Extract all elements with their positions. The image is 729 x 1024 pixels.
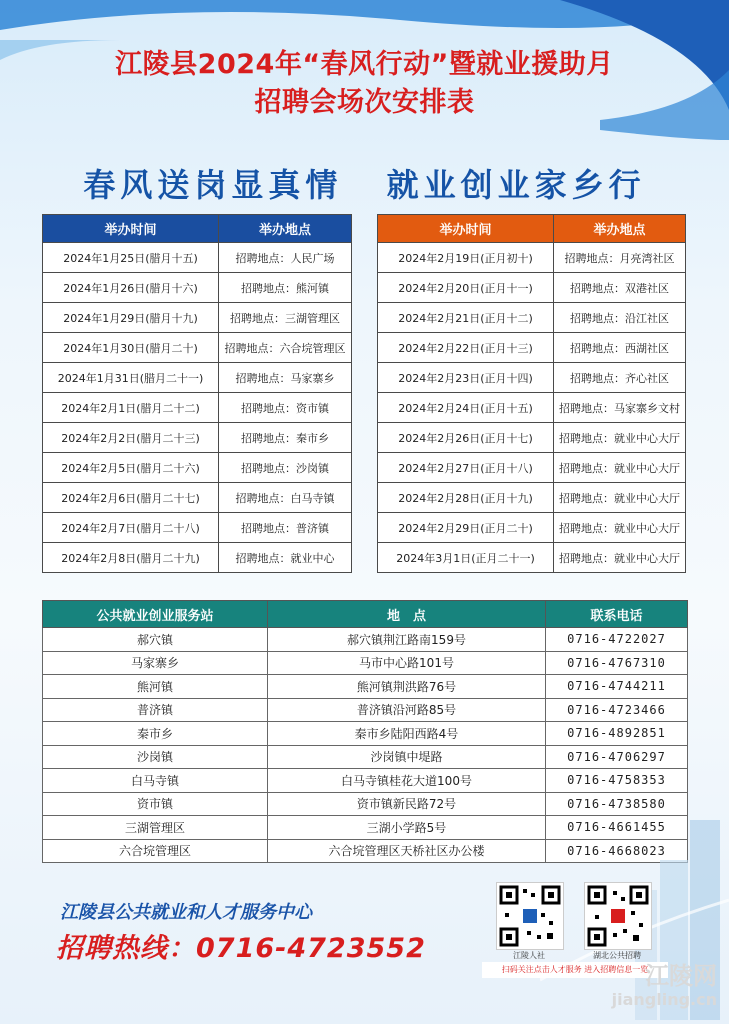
station-cell: 郝穴镇 (43, 628, 268, 652)
address-cell: 六合垸管理区天桥社区办公楼 (268, 839, 546, 863)
location-cell: 招聘地点：六合垸管理区 (219, 333, 352, 363)
date-cell: 2024年2月2日(腊月二十三) (43, 423, 219, 453)
location-cell: 招聘地点：就业中心大厅 (554, 513, 686, 543)
table-row (43, 543, 352, 573)
address-cell: 白马寺镇桂花大道100号 (268, 769, 546, 793)
date-cell: 2024年1月31日(腊月二十一) (43, 363, 219, 393)
date-cell: 2024年2月8日(腊月二十九) (43, 543, 219, 573)
location-cell: 招聘地点：就业中心 (219, 543, 352, 573)
qr-caption-1: 江陵人社 (513, 951, 545, 960)
organization-name: 江陵县公共就业和人才服务中心 (60, 902, 312, 923)
station-cell: 六合垸管理区 (43, 839, 268, 863)
column-header: 举办地点 (219, 215, 352, 243)
table-header-row (43, 215, 352, 243)
address-cell: 沙岗镇中堤路 (268, 745, 546, 769)
date-cell: 2024年2月22日(正月十三) (378, 333, 554, 363)
station-cell: 普济镇 (43, 698, 268, 722)
location-cell: 招聘地点：就业中心大厅 (554, 453, 686, 483)
address-cell: 秦市乡陆阳西路4号 (268, 722, 546, 746)
address-cell: 马市中心路101号 (268, 651, 546, 675)
table-row (43, 483, 352, 513)
date-cell: 2024年1月26日(腊月十六) (43, 273, 219, 303)
location-cell: 招聘地点：马家寨乡文村 (554, 393, 686, 423)
schedule-table-right (377, 214, 686, 573)
table-row (43, 423, 352, 453)
phone-cell: 0716-4758353 (546, 769, 688, 793)
schedule-table-left (42, 214, 352, 573)
table-row (378, 543, 686, 573)
phone-cell: 0716-4892851 (546, 722, 688, 746)
table-row (378, 303, 686, 333)
slogan-left: 春风送岗显真情 (83, 166, 343, 204)
table-row (43, 513, 352, 543)
phone-cell: 0716-4661455 (546, 816, 688, 840)
address-cell: 郝穴镇荆江路南159号 (268, 628, 546, 652)
station-cell: 资市镇 (43, 792, 268, 816)
table-row (43, 333, 352, 363)
column-header: 联系电话 (546, 601, 688, 628)
date-cell: 2024年1月30日(腊月二十) (43, 333, 219, 363)
page-title (0, 46, 729, 122)
phone-cell: 0716-4668023 (546, 839, 688, 863)
location-cell: 招聘地点：月亮湾社区 (554, 243, 686, 273)
address-cell: 普济镇沿河路85号 (268, 698, 546, 722)
table-row (378, 483, 686, 513)
location-cell: 招聘地点：资市镇 (219, 393, 352, 423)
date-cell: 2024年2月1日(腊月二十二) (43, 393, 219, 423)
station-cell: 沙岗镇 (43, 745, 268, 769)
table-row (43, 628, 688, 652)
location-cell: 招聘地点：普济镇 (219, 513, 352, 543)
address-cell: 资市镇新民路72号 (268, 792, 546, 816)
table-row (43, 363, 352, 393)
slogan-right: 就业创业家乡行 (386, 166, 646, 204)
column-header: 举办地点 (554, 215, 686, 243)
phone-cell: 0716-4722027 (546, 628, 688, 652)
table-row (378, 393, 686, 423)
table-row (43, 745, 688, 769)
watermark-logo-text: 江陵网 (645, 962, 717, 990)
location-cell: 招聘地点：西湖社区 (554, 333, 686, 363)
qr-code-hubei-recruitment (584, 882, 652, 950)
date-cell: 2024年2月20日(正月十一) (378, 273, 554, 303)
station-cell: 马家寨乡 (43, 651, 268, 675)
phone-cell: 0716-4723466 (546, 698, 688, 722)
location-cell: 招聘地点：沿江社区 (554, 303, 686, 333)
location-cell: 招聘地点：就业中心大厅 (554, 423, 686, 453)
date-cell: 2024年2月6日(腊月二十七) (43, 483, 219, 513)
location-cell: 招聘地点：白马寺镇 (219, 483, 352, 513)
date-cell: 2024年2月19日(正月初十) (378, 243, 554, 273)
table-row (378, 363, 686, 393)
date-cell: 2024年1月25日(腊月十五) (43, 243, 219, 273)
date-cell: 2024年2月29日(正月二十) (378, 513, 554, 543)
table-row (378, 453, 686, 483)
date-cell: 2024年2月23日(正月十四) (378, 363, 554, 393)
location-cell: 招聘地点：沙岗镇 (219, 453, 352, 483)
phone-cell: 0716-4738580 (546, 792, 688, 816)
table-row (43, 273, 352, 303)
location-cell: 招聘地点：齐心社区 (554, 363, 686, 393)
table-row (378, 333, 686, 363)
slogan (0, 160, 729, 206)
table-header-row (43, 601, 688, 628)
station-cell: 熊河镇 (43, 675, 268, 699)
date-cell: 2024年2月21日(正月十二) (378, 303, 554, 333)
title-line-2: 招聘会场次安排表 (254, 87, 475, 118)
table-header-row (378, 215, 686, 243)
date-cell: 2024年3月1日(正月二十一) (378, 543, 554, 573)
location-cell: 招聘地点：双港社区 (554, 273, 686, 303)
qr-caption-2: 湖北公共招聘 (593, 951, 641, 960)
table-row (378, 243, 686, 273)
station-cell: 白马寺镇 (43, 769, 268, 793)
table-row (43, 243, 352, 273)
address-cell: 熊河镇荆洪路76号 (268, 675, 546, 699)
table-row (43, 722, 688, 746)
address-cell: 三湖小学路5号 (268, 816, 546, 840)
table-row (43, 675, 688, 699)
recruitment-hotline: 招聘热线：0716-4723552 (56, 933, 426, 964)
table-row (43, 393, 352, 423)
location-cell: 招聘地点：马家寨乡 (219, 363, 352, 393)
table-row (43, 453, 352, 483)
column-header: 举办时间 (43, 215, 219, 243)
column-header: 举办时间 (378, 215, 554, 243)
column-header: 地 点 (268, 601, 546, 628)
table-row (43, 651, 688, 675)
phone-cell: 0716-4744211 (546, 675, 688, 699)
location-cell: 招聘地点：就业中心大厅 (554, 483, 686, 513)
station-cell: 三湖管理区 (43, 816, 268, 840)
location-cell: 招聘地点：人民广场 (219, 243, 352, 273)
date-cell: 2024年2月24日(正月十五) (378, 393, 554, 423)
watermark-url: jiangling.cn (611, 990, 717, 1009)
date-cell: 2024年2月7日(腊月二十八) (43, 513, 219, 543)
table-row (378, 423, 686, 453)
location-cell: 招聘地点：三湖管理区 (219, 303, 352, 333)
table-row (378, 273, 686, 303)
table-row (378, 513, 686, 543)
location-cell: 招聘地点：就业中心大厅 (554, 543, 686, 573)
table-row (43, 698, 688, 722)
date-cell: 2024年2月26日(正月十七) (378, 423, 554, 453)
date-cell: 2024年2月27日(正月十八) (378, 453, 554, 483)
qr-code-jiangling-hr (496, 882, 564, 950)
table-row (43, 303, 352, 333)
station-cell: 秦市乡 (43, 722, 268, 746)
date-cell: 2024年2月28日(正月十九) (378, 483, 554, 513)
date-cell: 2024年2月5日(腊月二十六) (43, 453, 219, 483)
column-header: 公共就业创业服务站 (43, 601, 268, 628)
title-line-1: 江陵县2024年“春风行动”暨就业援助月 (115, 49, 614, 80)
phone-cell: 0716-4706297 (546, 745, 688, 769)
location-cell: 招聘地点：秦市乡 (219, 423, 352, 453)
date-cell: 2024年1月29日(腊月十九) (43, 303, 219, 333)
phone-cell: 0716-4767310 (546, 651, 688, 675)
location-cell: 招聘地点：熊河镇 (219, 273, 352, 303)
scan-instruction: 扫码关注点击人才服务 进入招聘信息一览 (482, 962, 668, 978)
